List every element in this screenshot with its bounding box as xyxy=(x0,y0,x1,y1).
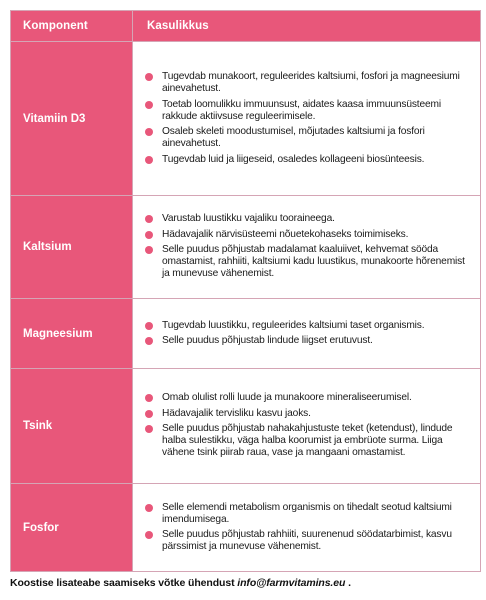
bullet-dot xyxy=(145,394,153,402)
email-link[interactable]: info@farmvitamins.eu xyxy=(237,577,346,589)
component-name: Tsink xyxy=(11,369,133,484)
bullet-dot xyxy=(145,73,153,81)
list-item xyxy=(145,529,470,553)
bullet-dot xyxy=(145,410,153,418)
benefit-text: Tugevdab luid ja liigeseid, osaledes kollageeni biosünteesis. xyxy=(162,153,425,165)
list-item xyxy=(145,408,470,420)
list-item xyxy=(145,154,470,166)
list-item xyxy=(145,71,470,95)
bullet-dot xyxy=(145,322,153,330)
component-name: Magneesium xyxy=(11,299,133,369)
benefit-list xyxy=(145,392,470,459)
list-item xyxy=(145,320,470,332)
bullet-dot xyxy=(145,215,153,223)
nutrient-table-sheet xyxy=(10,10,480,571)
list-item xyxy=(145,229,470,241)
table-row xyxy=(11,42,481,196)
footer-text: Koostise lisateabe saamiseks võtke ühendust xyxy=(10,577,235,589)
benefits-cell xyxy=(133,196,481,299)
bullet-dot xyxy=(145,231,153,239)
table-row xyxy=(11,484,481,572)
benefit-text: Tugevdab luustikku, reguleerides kaltsiumi taset organismis. xyxy=(162,319,425,331)
table-row xyxy=(11,299,481,369)
bullet-dot xyxy=(145,128,153,136)
benefit-list xyxy=(145,320,470,347)
table-row xyxy=(11,369,481,484)
benefit-text: Selle puudus põhjustab rahhiiti, suurenenud söödatarbimist, kasvu pärssimist ja munevuse vähenemist. xyxy=(162,529,452,553)
list-item xyxy=(145,244,470,281)
footer-end: . xyxy=(345,577,351,589)
benefits-cell xyxy=(133,484,481,572)
list-item xyxy=(145,502,470,526)
component-name: Kaltsium xyxy=(11,196,133,299)
benefit-text: Toetab loomulikku immuunsust, aidates kaasa immuunsüsteemi rakkude aktiivsuse reguleerimisele. xyxy=(162,98,441,122)
nutrient-table xyxy=(10,10,481,572)
benefit-text: Omab olulist rolli luude ja munakoore mineraliseerumisel. xyxy=(162,392,412,404)
bullet-dot xyxy=(145,337,153,345)
list-item xyxy=(145,335,470,347)
table-row xyxy=(11,196,481,299)
list-item xyxy=(145,126,470,150)
benefit-text: Osaleb skeleti moodustumisel, mõjutades kaltsiumi ja fosfori ainevahetust. xyxy=(162,126,425,150)
benefits-cell xyxy=(133,42,481,196)
contact-footer xyxy=(10,577,480,589)
benefit-text: Tugevdab munakoort, reguleerides kaltsiumi, fosfori ja magneesiumi ainevahetust. xyxy=(162,71,460,95)
benefit-text: Hädavajalik tervisliku kasvu jaoks. xyxy=(162,407,311,419)
bullet-dot xyxy=(145,156,153,164)
bullet-dot xyxy=(145,246,153,254)
list-item xyxy=(145,213,470,225)
benefit-list xyxy=(145,213,470,280)
benefit-list xyxy=(145,502,470,554)
header-component: Komponent xyxy=(11,11,133,42)
benefit-list xyxy=(145,71,470,165)
benefit-text: Selle elemendi metabolism organismis on tihedalt seotud kaltsiumi imendumisega. xyxy=(162,501,452,525)
benefit-text: Varustab luustikku vajaliku tooraineega. xyxy=(162,213,335,225)
header-benefits: Kasulikkus xyxy=(133,11,481,42)
bullet-dot xyxy=(145,504,153,512)
benefit-text: Selle puudus põhjustab lindude liigset erutuvust. xyxy=(162,335,373,346)
list-item xyxy=(145,392,470,404)
benefit-text: Selle puudus põhjustab madalamat kaaluiivet, kehvemat sööda omastamist, rahhiiti, kaltsiumi kadu luustikus, munakoorte hõrenemist ja munevuse vähenemist. xyxy=(162,243,465,280)
component-name: Vitamiin D3 xyxy=(11,42,133,196)
bullet-dot xyxy=(145,425,153,433)
component-name: Fosfor xyxy=(11,484,133,572)
bullet-dot xyxy=(145,101,153,109)
bullet-dot xyxy=(145,531,153,539)
benefit-text: Selle puudus põhjustab nahakahjustuste teket (ketendust), lindude halba sulestikku, väga halba koorumist ja embrüote surma. Liiga vähene tsink piirab raua, vase ja mangaani omastamist. xyxy=(162,422,453,459)
list-item xyxy=(145,423,470,460)
benefit-text: Hädavajalik närvisüsteemi nõuetekohaseks toimimiseks. xyxy=(162,228,409,240)
benefits-cell xyxy=(133,299,481,369)
table-header-row xyxy=(11,11,481,42)
list-item xyxy=(145,99,470,123)
benefits-cell xyxy=(133,369,481,484)
